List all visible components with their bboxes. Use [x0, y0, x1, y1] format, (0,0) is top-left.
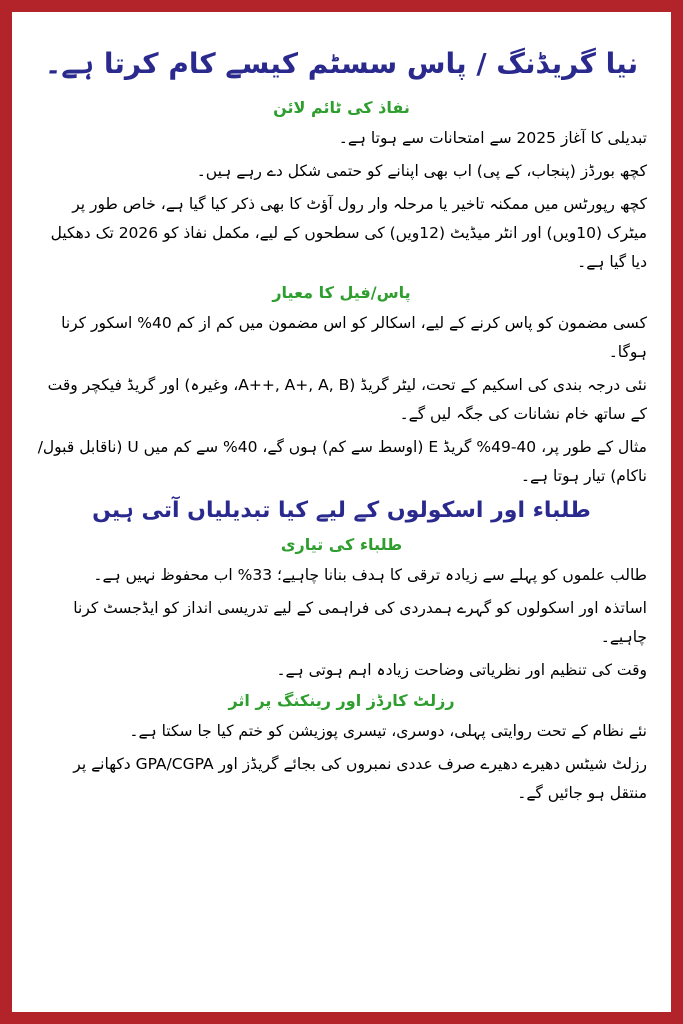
timeline-paragraph-1: تبدیلی کا آغاز 2025 سے امتحانات سے ہوتا ہے۔ — [338, 129, 647, 147]
result-cards-paragraph-2: رزلٹ شیٹس دھیرے دھیرے صرف عددی نمبروں کی بجائے گریڈز اور GPA/CGPA دکھانے پر منتقل ہو جائیں گے۔ — [73, 755, 647, 802]
subheading-result-cards: رزلٹ کارڈز اور رینکنگ پر اثر — [228, 691, 455, 710]
result-cards-paragraph-1: نئے نظام کے تحت روایتی پہلی، دوسری، تیسری پوزیشن کو ختم کیا جا سکتا ہے۔ — [129, 722, 647, 740]
section-timeline — [36, 96, 647, 277]
section-pass-fail — [36, 281, 647, 491]
subheading-student-prep: طلباء کی تیاری — [280, 535, 403, 554]
subheading-timeline: نفاذ کی ٹائم لائن — [273, 98, 410, 117]
section-title-changes: طلباء اور اسکولوں کے لیے کیا تبدیلیاں آتی ہیں — [92, 498, 591, 523]
pass-fail-paragraph-2: نئی درجہ بندی کی اسکیم کے تحت، لیٹر گریڈ (A++, A+, A, B، وغیرہ) اور گریڈ فیکچر وقت کے ساتھ خام نشانات کی جگہ لیں گے۔ — [47, 376, 647, 423]
section-student-prep — [36, 533, 647, 685]
subheading-pass-fail: پاس/فیل کا معیار — [272, 283, 411, 302]
student-prep-paragraph-2: اساتذہ اور اسکولوں کو گہرے ہمدردی کی فراہمی کے لیے تدریسی انداز کو ایڈجسٹ کرنا چاہیے۔ — [73, 599, 647, 646]
student-prep-paragraph-3: وقت کی تنظیم اور نظریاتی وضاحت زیادہ اہم ہوتی ہے۔ — [276, 661, 647, 679]
document-content — [36, 44, 647, 812]
student-prep-paragraph-1: طالب علموں کو پہلے سے زیادہ ترقی کا ہدف بنانا چاہیے؛ 33% اب محفوظ نہیں ہے۔ — [93, 566, 647, 584]
pass-fail-paragraph-3: مثال کے طور پر، 40-49% گریڈ E (اوسط سے کم) ہوں گے، 40% سے کم میں U (ناقابل قبول/ناکام) تیار ہوتا ہے۔ — [37, 438, 647, 485]
timeline-paragraph-3: کچھ رپورٹس میں ممکنہ تاخیر یا مرحلہ وار رول آؤٹ کا بھی ذکر کیا گیا ہے، خاص طور پر میٹرک (10ویں) اور انٹر میڈیٹ (12ویں) کی سطحوں کے لیے، مکمل نفاذ کو 2026 تک دھکیل دیا گیا ہے۔ — [50, 195, 647, 271]
pass-fail-paragraph-1: کسی مضمون کو پاس کرنے کے لیے، اسکالر کو اس مضمون میں کم از کم 40% اسکور کرنا ہوگا۔ — [61, 314, 647, 361]
main-title: نیا گریڈنگ / پاس سسٹم کیسے کام کرتا ہے۔ — [44, 47, 639, 80]
section-result-cards — [36, 689, 647, 808]
timeline-paragraph-2: کچھ بورڈز (پنجاب، کے پی) اب بھی اپنانے کو حتمی شکل دے رہے ہیں۔ — [196, 162, 647, 180]
